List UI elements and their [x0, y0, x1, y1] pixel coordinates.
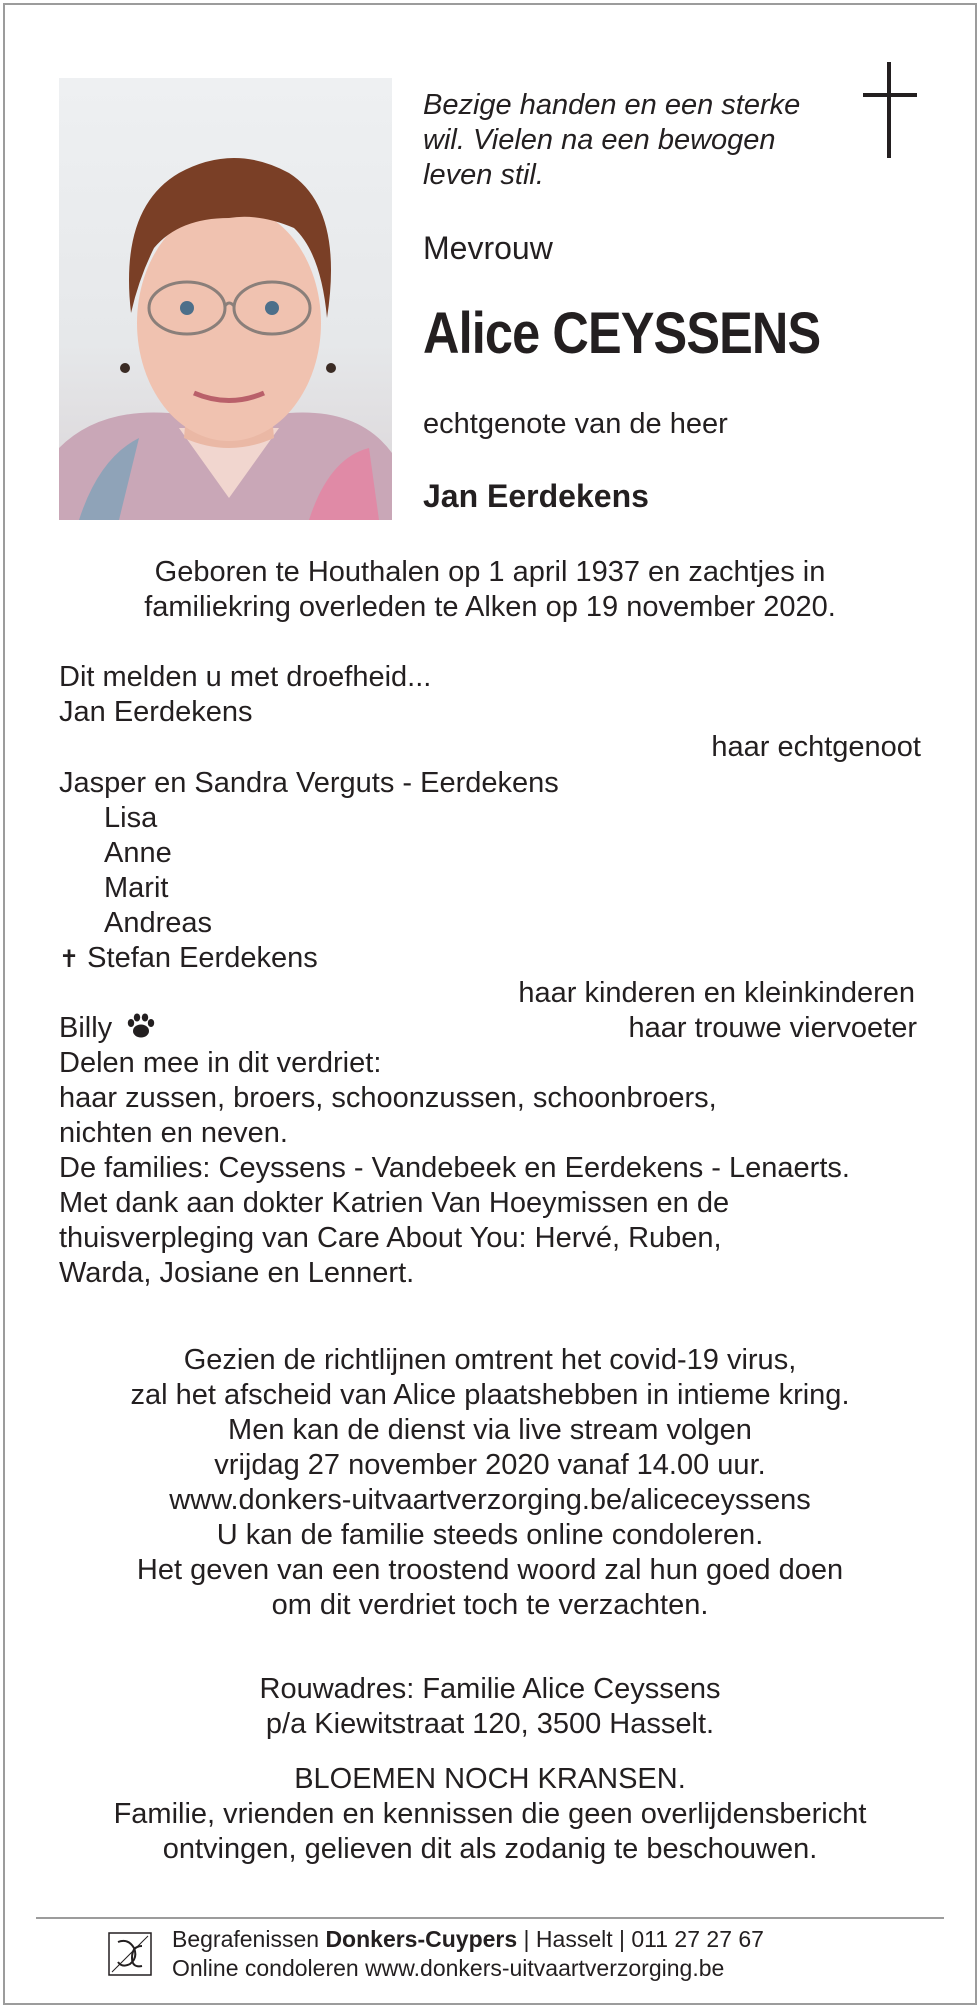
- family-child-2-name: Stefan Eerdekens: [87, 942, 318, 974]
- salutation: Mevrouw: [423, 230, 553, 266]
- footer-company: Donkers-Cuypers: [325, 1926, 518, 1952]
- grief-line: Met dank aan dokter Katrien Van Hoeymissen en de: [59, 1187, 730, 1219]
- service-line: zal het afscheid van Alice plaatshebben in intieme kring.: [130, 1379, 850, 1411]
- family-spouse: Jan Eerdekens: [59, 696, 253, 728]
- family-pet: [59, 1012, 156, 1045]
- family-pet-role: haar trouwe viervoeter: [628, 1012, 917, 1044]
- mourning-address: [0, 1672, 980, 1742]
- grief-line: nichten en neven.: [59, 1117, 288, 1149]
- service-line: U kan de familie steeds online condoleren.: [216, 1519, 764, 1551]
- service-line: Gezien de richtlijnen omtrent het covid-19 virus,: [183, 1344, 797, 1376]
- service-line: Het geven van een troostend woord zal hun goed doen: [136, 1554, 844, 1586]
- family-spouse-role: haar echtgenoot: [711, 731, 921, 763]
- poem: [423, 88, 853, 193]
- grief-line: thuisverpleging van Care About You: Hervé, Ruben,: [59, 1222, 722, 1254]
- footer-prefix: Begrafenissen: [172, 1926, 326, 1952]
- birth-line: familiekring overleden te Alken op 19 november 2020.: [144, 591, 836, 623]
- grandchild: Andreas: [104, 907, 213, 939]
- footer-contact: | Hasselt | 011 27 27 67: [517, 1926, 764, 1952]
- footer-line-1: [172, 1925, 764, 1954]
- funeral-home-logo-icon: [108, 1932, 152, 1976]
- paw-icon: [126, 1013, 156, 1039]
- service-line: om dit verdriet toch te verzachten.: [271, 1589, 709, 1621]
- grandchild: Lisa: [104, 802, 158, 834]
- deceased-cross-icon: ✝: [59, 946, 80, 973]
- grief-line: haar zussen, broers, schoonzussen, schoonbroers,: [59, 1082, 717, 1114]
- grief-line: Delen mee in dit verdriet:: [59, 1047, 382, 1079]
- service-info: [0, 1343, 980, 1623]
- footer-info: [172, 1925, 764, 1983]
- cross-icon: [860, 60, 920, 160]
- portrait-photo: [59, 78, 392, 520]
- family-child-2: [59, 942, 318, 975]
- poem-line: Bezige handen en een sterke: [423, 89, 801, 121]
- service-line: vrijdag 27 november 2020 vanaf 14.00 uur.: [214, 1449, 766, 1481]
- flowers-notice: [0, 1762, 980, 1867]
- flowers-line: BLOEMEN NOCH KRANSEN.: [294, 1763, 686, 1795]
- birth-death-text: [0, 555, 980, 625]
- footer-line-2[interactable]: Online condoleren www.donkers-uitvaartverzorging.be: [172, 1955, 725, 1981]
- grief-line: Warda, Josiane en Lennert.: [59, 1257, 415, 1289]
- birth-line: Geboren te Houthalen op 1 april 1937 en zachtjes in: [154, 556, 826, 588]
- family-intro: Dit melden u met droefheid...: [59, 661, 432, 693]
- flowers-line: Familie, vrienden en kennissen die geen overlijdensbericht: [113, 1798, 867, 1830]
- grandchild: Anne: [104, 837, 172, 869]
- family-child-1: Jasper en Sandra Verguts - Eerdekens: [59, 767, 559, 799]
- flowers-line: ontvingen, gelieven dit als zodanig te beschouwen.: [162, 1833, 818, 1865]
- address-line: p/a Kiewitstraat 120, 3500 Hasselt.: [265, 1708, 715, 1740]
- poem-line: leven stil.: [423, 159, 544, 191]
- footer-divider: [36, 1917, 944, 1919]
- poem-line: wil. Vielen na een bewogen: [423, 124, 776, 156]
- spouse-name: Jan Eerdekens: [423, 478, 649, 514]
- grandchild: Marit: [104, 872, 169, 904]
- portrait-illustration: [59, 78, 392, 520]
- deceased-name: Alice CEYSSENS: [423, 301, 821, 366]
- grief-line: De families: Ceyssens - Vandebeek en Eerdekens - Lenaerts.: [59, 1152, 850, 1184]
- service-line: Men kan de dienst via live stream volgen: [228, 1414, 752, 1446]
- family-children-role: haar kinderen en kleinkinderen: [518, 977, 915, 1009]
- spouse-relation: echtgenote van de heer: [423, 408, 728, 440]
- service-link[interactable]: www.donkers-uitvaartverzorging.be/aliceceyssens: [169, 1484, 811, 1516]
- pet-name: Billy: [59, 1012, 113, 1044]
- address-line: Rouwadres: Familie Alice Ceyssens: [259, 1673, 721, 1705]
